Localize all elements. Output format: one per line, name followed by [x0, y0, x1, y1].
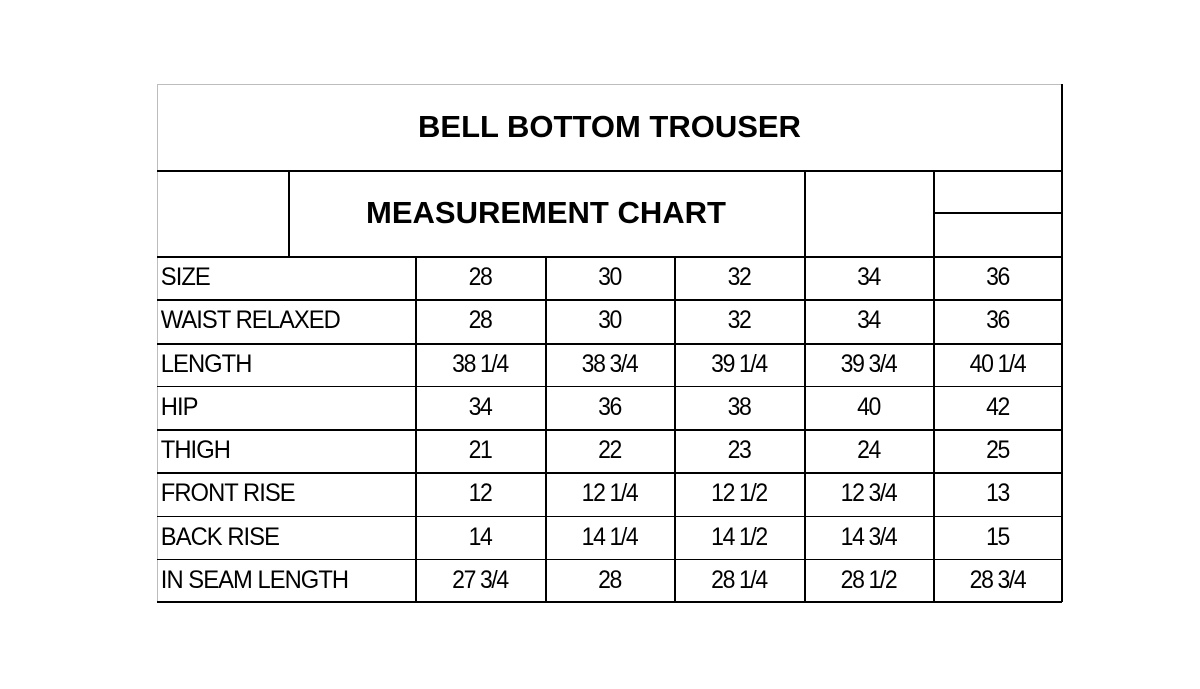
row-label: BACK RISE [160, 522, 279, 551]
row-label: LENGTH [160, 349, 252, 378]
table-cell: 23 [727, 436, 751, 465]
table-cell: 36 [986, 263, 1009, 292]
column-divider [674, 256, 676, 602]
table-cell: 36 [598, 392, 621, 421]
row-label: HIP [160, 392, 198, 421]
table-cell: 14 3/4 [840, 522, 897, 551]
table-cell: 13 [986, 479, 1009, 508]
table-cell: 38 [727, 392, 751, 421]
table-cell: 32 [727, 263, 751, 292]
row-divider [157, 299, 1062, 301]
row-label: SIZE [160, 263, 210, 292]
header-divider-left [288, 170, 290, 256]
table-cell: 30 [598, 263, 621, 292]
table-cell: 36 [986, 306, 1009, 335]
table-cell: 12 1/4 [581, 479, 638, 508]
table-cell: 38 1/4 [452, 349, 508, 378]
table-cell: 34 [857, 306, 880, 335]
header-bottom-line [157, 256, 1062, 258]
measurement-table [157, 84, 1062, 602]
table-cell: 42 [986, 392, 1009, 421]
table-cell: 30 [598, 306, 621, 335]
table-cell: 38 3/4 [581, 349, 638, 378]
row-divider [157, 429, 1062, 431]
table-cell: 34 [857, 263, 880, 292]
row-divider [157, 472, 1062, 474]
title-divider [157, 170, 1062, 172]
column-divider [415, 256, 417, 602]
column-divider [933, 256, 935, 602]
row-divider [157, 559, 1062, 561]
table-cell: 12 [468, 479, 492, 508]
border-bottom [157, 601, 1062, 603]
header-divider-mid [804, 170, 806, 256]
table-cell: 14 1/4 [581, 522, 638, 551]
table-cell: 15 [986, 522, 1009, 551]
table-cell: 14 1/2 [711, 522, 767, 551]
row-label: WAIST RELAXED [160, 306, 340, 335]
table-cell: 39 3/4 [840, 349, 897, 378]
table-cell: 12 1/2 [711, 479, 767, 508]
table-cell: 39 1/4 [711, 349, 767, 378]
table-cell: 40 [857, 392, 880, 421]
row-divider [157, 386, 1062, 388]
border-top [157, 84, 1062, 85]
table-cell: 28 1/4 [711, 565, 767, 594]
column-divider [804, 256, 806, 602]
table-cell: 28 [468, 263, 492, 292]
row-label: IN SEAM LENGTH [160, 565, 349, 594]
table-cell: 22 [598, 436, 621, 465]
table-cell: 32 [727, 306, 751, 335]
row-label: FRONT RISE [160, 479, 295, 508]
table-cell: 34 [468, 392, 492, 421]
row-divider [157, 516, 1062, 518]
table-cell: 12 3/4 [840, 479, 897, 508]
row-divider [157, 343, 1062, 346]
row-label: THIGH [160, 436, 230, 465]
table-title: BELL BOTTOM TROUSER [418, 109, 801, 144]
table-cell: 14 [468, 522, 492, 551]
table-cell: 28 3/4 [969, 565, 1026, 594]
table-cell: 24 [857, 436, 880, 465]
table-cell: 28 1/2 [840, 565, 897, 594]
header-split-line [933, 212, 1062, 214]
table-subtitle: MEASUREMENT CHART [366, 195, 726, 230]
table-cell: 28 [598, 565, 621, 594]
table-cell: 40 1/4 [969, 349, 1026, 378]
table-cell: 28 [468, 306, 492, 335]
column-divider [545, 256, 547, 602]
table-cell: 27 3/4 [452, 565, 508, 594]
table-cell: 21 [468, 436, 492, 465]
table-cell: 25 [986, 436, 1009, 465]
